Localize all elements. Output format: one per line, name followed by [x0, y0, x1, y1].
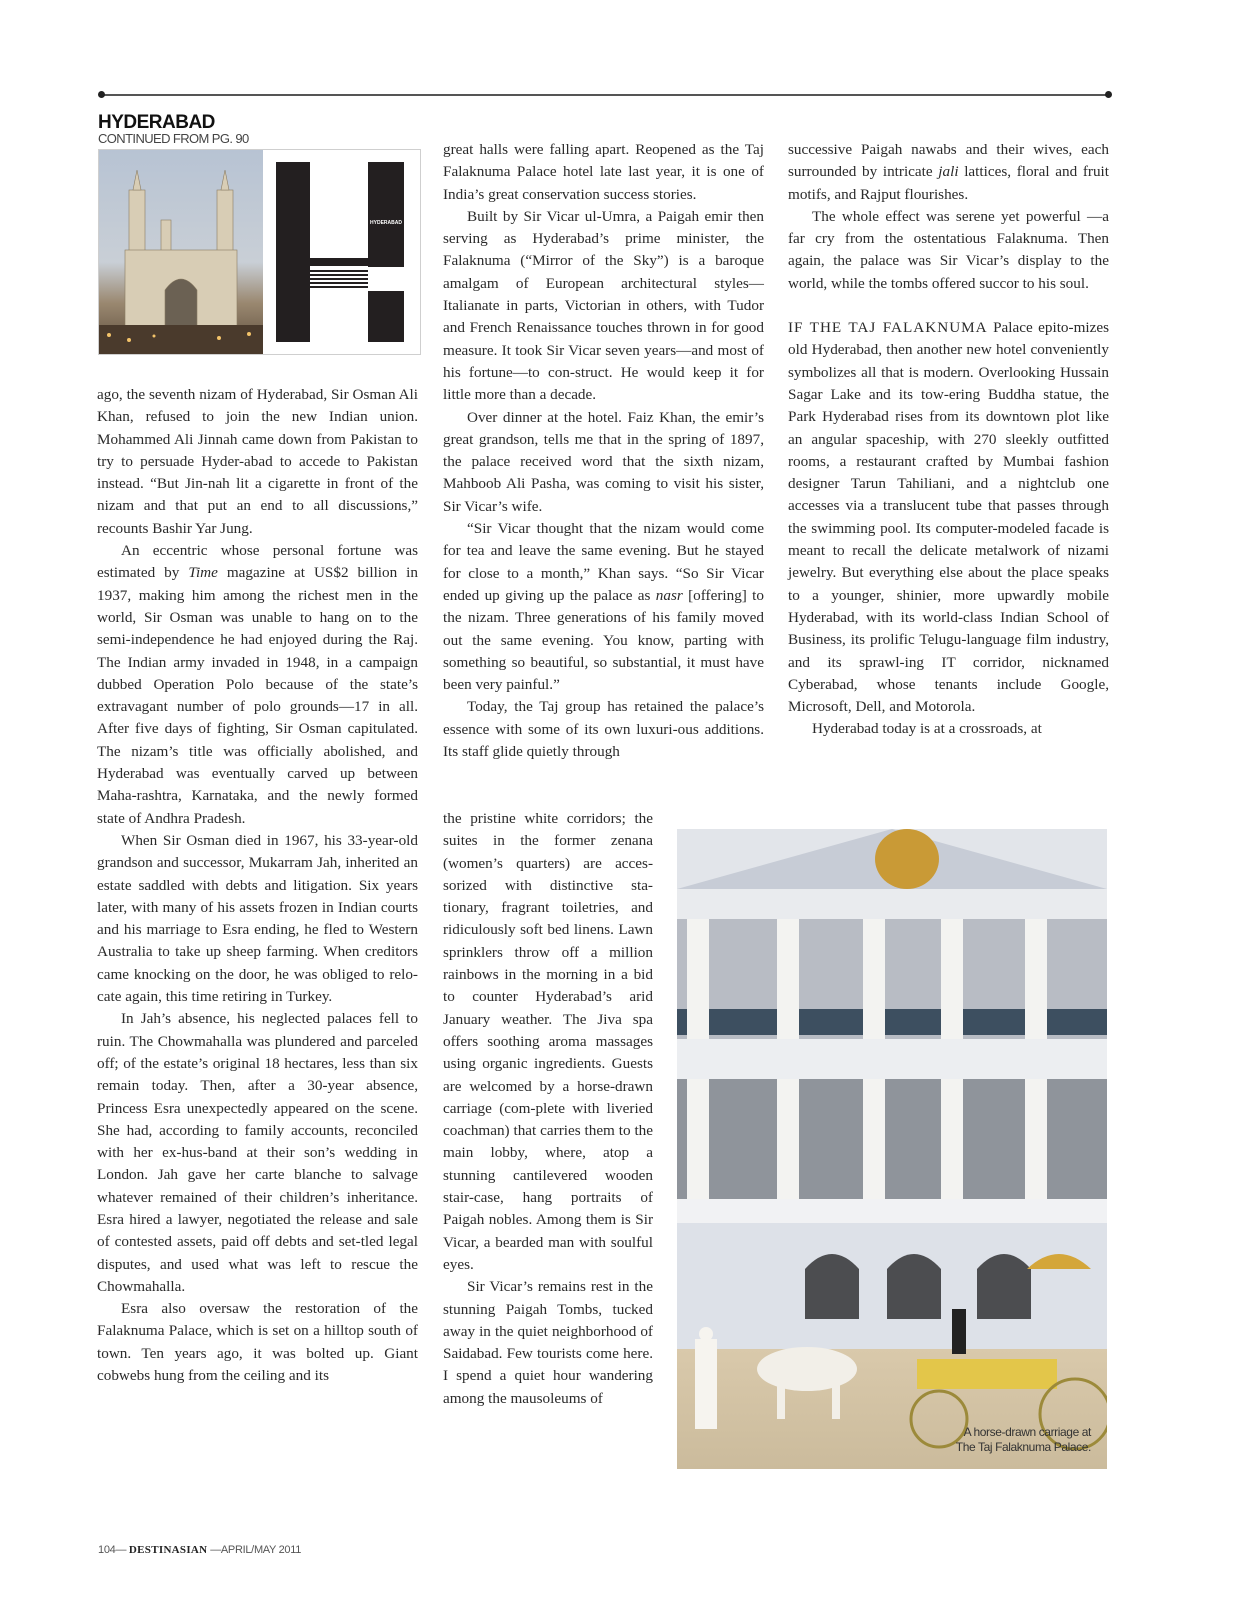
paragraph: Over dinner at the hotel. Faiz Khan, the emir’s great grandson, tells me that in the spring of 1897, the palace received word that the sixth nizam, Mahboob Ali Pasha, was coming to visit his sister, Sir Vicar’s wife.: [443, 408, 764, 515]
paragraph: An eccentric whose personal fortune was estimated by Time magazine at US$2 billion in 1937, making him among the richest men in the world, Sir Osman was unable to hang on to the semi-independence he had enjoyed during the Raj. The Indian army invaded in 1948, in a campaign dubbed Operation Polo because of the state’s extravagant number of polo grounds—17 in all. After five days of fighting, Sir Osman capitulated. The nizam’s title was officially abolished, and Hyderabad was eventually carved up between Maha-rashtra, Karnataka, and the newly formed state of Andhra Pradesh.: [97, 542, 418, 827]
spread-label: HYDERABAD: [370, 220, 402, 226]
paragraph: Built by Sir Vicar ul-Umra, a Paigah emir then serving as Hyderabad’s prime minister, the Falaknuma (“Mirror of the Sky”) is a baroque amalgam of European architectural styles—Italianate in parts, Victorian in others, with Tudor and French Renaissance touches thrown in for good measure. It took Sir Vicar seven years—and most of his fortune—to con-struct. He would keep it for little more than a decade.: [443, 207, 764, 404]
paragraph: successive Paigah nawabs and their wives, each surrounded by intricate jali lattices, floral and fruit motifs, and Rajput flourishes.: [788, 141, 1109, 203]
page-footer: 104— DESTINASIAN —APRIL/MAY 2011: [98, 1544, 302, 1556]
article-column-2: [443, 139, 764, 763]
h-letter-page: [264, 150, 420, 354]
lead-in-smallcaps: IF THE TAJ FALAKNUMA: [788, 319, 988, 337]
continued-from-label: CONTINUED FROM PG. 90: [98, 131, 249, 146]
rule-endpoint-right: [1105, 91, 1112, 98]
article-column-3: [788, 139, 1109, 741]
paragraph: ago, the seventh nizam of Hyderabad, Sir Osman Ali Khan, refused to join the new Indian union. Mohammed Ali Jinnah came down from Pakistan to try to persuade Hyder-abad to accede to Pakistan instead. “But Jin-nah lit a cigarette in front of the nizam and that put an end to all discussions,” recounts Bashir Yar Jung.: [97, 386, 418, 537]
paragraph: Esra also oversaw the restoration of the Falaknuma Palace, which is set on a hilltop south of town. Ten years ago, it was bolted up. Giant cobwebs hung from the ceiling and its: [97, 1300, 418, 1385]
paragraph: great halls were falling apart. Reopened as the Taj Falaknuma Palace hotel late last year, it is one of India’s great conservation success stories.: [443, 141, 764, 203]
section-break-paragraph: IF THE TAJ FALAKNUMA Palace epito-mizes old Hyderabad, then another new hotel conveniently symbolizes all that is modern. Overlooking Hussain Sagar Lake and its tow-ering Buddha statue, the Park Hyderabad rises from its downtown plot like an angular spaceship, with 270 sleekly outfitted rooms, a restaurant crafted by Mumbai fashion designer Tarun Tahiliani, and a nightclub one accesses via a translucent tube that passes through the swimming pool. Its computer-modeled facade is meant to recall the delicate metalwork of nizami jewelry. But everything else about the place speaks to a younger, shinier, more upwardly mobile Hyderabad, with its world-class Indian School of Business, its prolific Telugu-language film industry, and its sprawl-ing IT corridor, nicknamed Cyberabad, whose tenants include Google, Microsoft, Dell, and Motorola.: [788, 319, 1109, 716]
h-letter-crossbar: [310, 258, 404, 266]
paragraph: The whole effect was serene yet powerful —a far cry from the ostentatious Falaknuma. Then again, the palace was Sir Vicar’s display to the world, while the tombs offered succor to his soul.: [788, 207, 1109, 292]
charminar-photo: [99, 150, 263, 354]
photo-caption: A horse-drawn carriage at The Taj Falaknuma Palace.: [955, 1425, 1091, 1454]
issue-date: APRIL/MAY 2011: [220, 1544, 302, 1556]
falaknuma-palace-photo: [677, 829, 1107, 1469]
rule-endpoint-left: [98, 91, 105, 98]
paragraph: “Sir Vicar thought that the nizam would come for tea and leave the same evening. But he stayed for close to a month,” Khan says. “So Sir Vicar ended up giving up the palace as nasr [offering] to the nizam. Three generations of his family moved out the same evening. You know, parting with something so beautiful, so substantial, it must have been very painful.”: [443, 520, 764, 694]
paragraph: Sir Vicar’s remains rest in the stunning Paigah Tombs, tucked away in the quiet neighborhood of Saidabad. Few tourists come here. I spend a quiet hour wandering among the mausoleums of: [443, 1278, 653, 1407]
h-letter-stem-right: [368, 162, 404, 342]
page-number: 104: [98, 1544, 116, 1556]
paragraph: In Jah’s absence, his neglected palaces fell to ruin. The Chowmahalla was plundered and parceled off; of the estate’s original 18 hectares, less than six remain today. Then, after a 30-year absence, Princess Esra unexpectedly appeared on the scene. She had, according to family accounts, reconciled with her ex-hus-band at their son’s wedding in London. Jah gave her carte blanche to salvage whatever remained of their children’s inheritance. Esra hired a lawyer, negotiated the release and sale of contested assets, paid off debts and set-tled legal disputes, and used what was left to rescue the Chowmahalla.: [97, 1010, 418, 1295]
opening-spread-thumbnail: [98, 149, 421, 355]
section-title: HYDERABAD: [98, 112, 215, 133]
paragraph: the pristine white corridors; the suites in the former zenana (women’s quarters) are acces-sorized with distinctive sta-tionary, fragrant toiletries, and ridiculously soft bed linens. Lawn sprinklers throw off a million rainbows in the morning in a bid to counter Hyderabad’s arid January weather. The Jiva spa offers soothing aroma massages using organic ingredients. Guests are welcomed by a horse-drawn carriage (com-plete with liveried coachman) that carries them to the main lobby, where, atop a stunning cantilevered wooden stair-case, hang portraits of Paigah nobles. Among them is Sir Vicar, a bearded man with soulful eyes.: [443, 810, 653, 1273]
paragraph: Hyderabad today is at a crossroads, at: [812, 720, 1042, 738]
h-letter-stem-left: [276, 162, 310, 342]
article-column-1: [97, 384, 418, 1387]
top-rule: [100, 94, 1110, 96]
article-column-2-wrap: [443, 808, 653, 1410]
paragraph: Today, the Taj group has retained the palace’s essence with some of its own luxuri-ous additions. Its staff glide quietly through: [443, 698, 764, 761]
paragraph: When Sir Osman died in 1967, his 33-year-old grandson and successor, Mukarram Jah, inherited an estate saddled with debts and litigation. Six years later, with many of his assets frozen in Indian courts and his marriage to Esra ending, he fled to Western Australia to take up sheep farming. When creditors came knocking on the door, he was obliged to relo-cate again, this time retiring in Turkey.: [97, 831, 418, 1006]
magazine-name: DESTINASIAN: [128, 1544, 208, 1556]
